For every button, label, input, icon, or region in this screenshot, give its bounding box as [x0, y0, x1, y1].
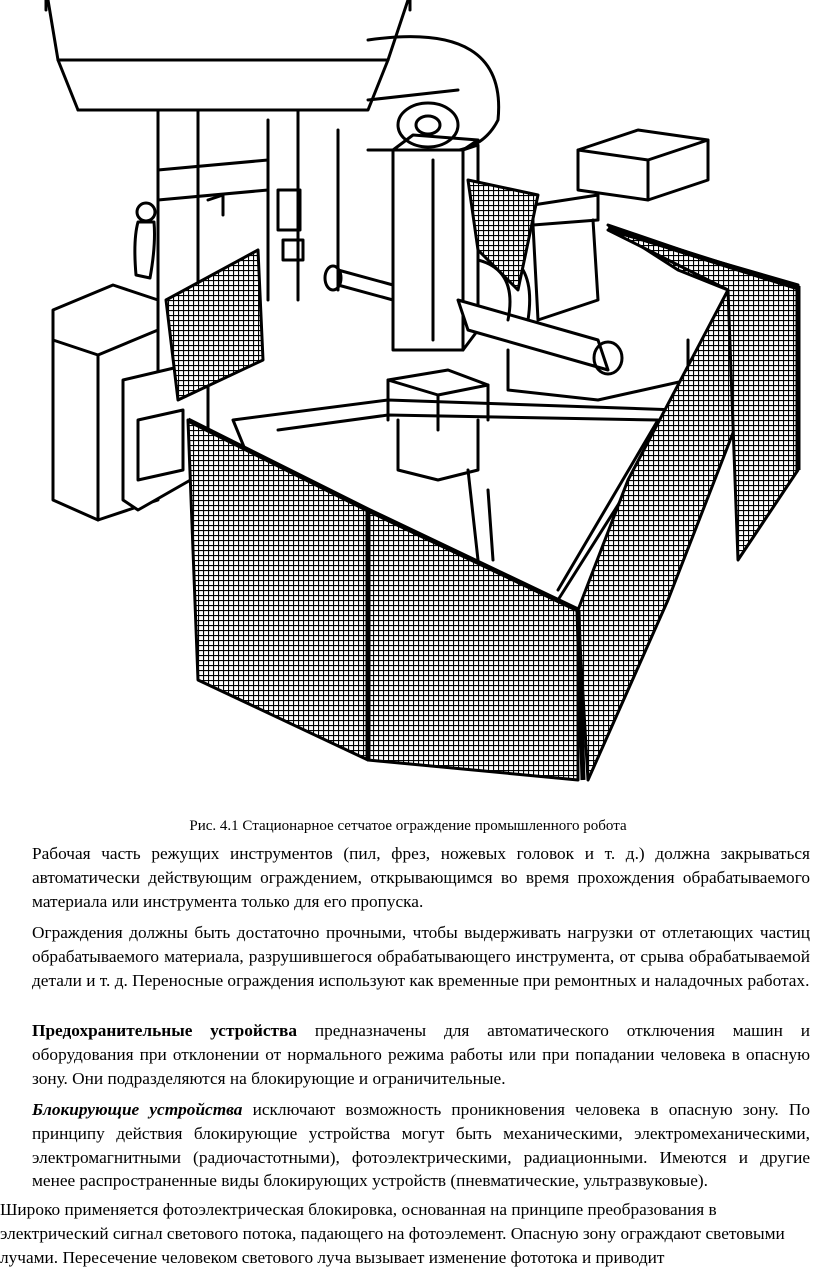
term-safety-devices: Предохранительные устройства [32, 1021, 298, 1040]
robot-fence-illustration [38, 0, 808, 790]
paragraph-text: Широко применяется фотоэлектрическая блокировка, основанная на принципе преобразования в электрический сигнал светового потока, падающего на фотоэлемент. Опасную зону ограждают световыми лучами. Пересечение человеком светового луча вызывает изменение фототока и приводит [0, 1200, 785, 1267]
paragraph-photoelectric [0, 1198, 812, 1269]
paragraph-text: Рабочая часть режущих инструментов (пил, фрез, ножевых головок и т. д.) должна закрываться автоматически действующим ограждением, открывающимся во время прохождения обрабатываемого материала или инструмента только для его пропуска. [32, 844, 810, 911]
paragraph-blocking-devices [32, 1098, 810, 1193]
term-blocking-devices: Блокирующие устройства [32, 1100, 243, 1119]
paragraph-text: предназначены для автоматического отключения машин и оборудования при отклонении от нормального режима работы или при попадании человека в опасную зону. Они подразделяются на блокирующие и ограничительные. [32, 1021, 810, 1088]
paragraph-safety-devices [32, 1019, 810, 1090]
figure-caption: Рис. 4.1 Стационарное сетчатое ограждение промышленного робота [189, 818, 627, 834]
paragraph-cutting-tools [32, 842, 810, 913]
paragraph-text: исключают возможность проникновения человека в опасную зону. По принципу действия блокирующие устройства могут быть механическими, электромеханическими, электромагнитными (радиочастотными), фотоэлектрическими, радиационными. Имеются и другие менее распространенные виды блокирующих устройств (пневматические, ультразвуковые). [32, 1100, 810, 1191]
paragraph-text: Ограждения должны быть достаточно прочными, чтобы выдерживать нагрузки от отлетающих частиц обрабатываемого материала, разрушившегося обрабатывающего инструмента, от срыва обрабатываемой детали и т. д. Переносные ограждения используют как временные при ремонтных и наладочных работах. [32, 923, 810, 990]
paragraph-guard-strength [32, 921, 810, 992]
